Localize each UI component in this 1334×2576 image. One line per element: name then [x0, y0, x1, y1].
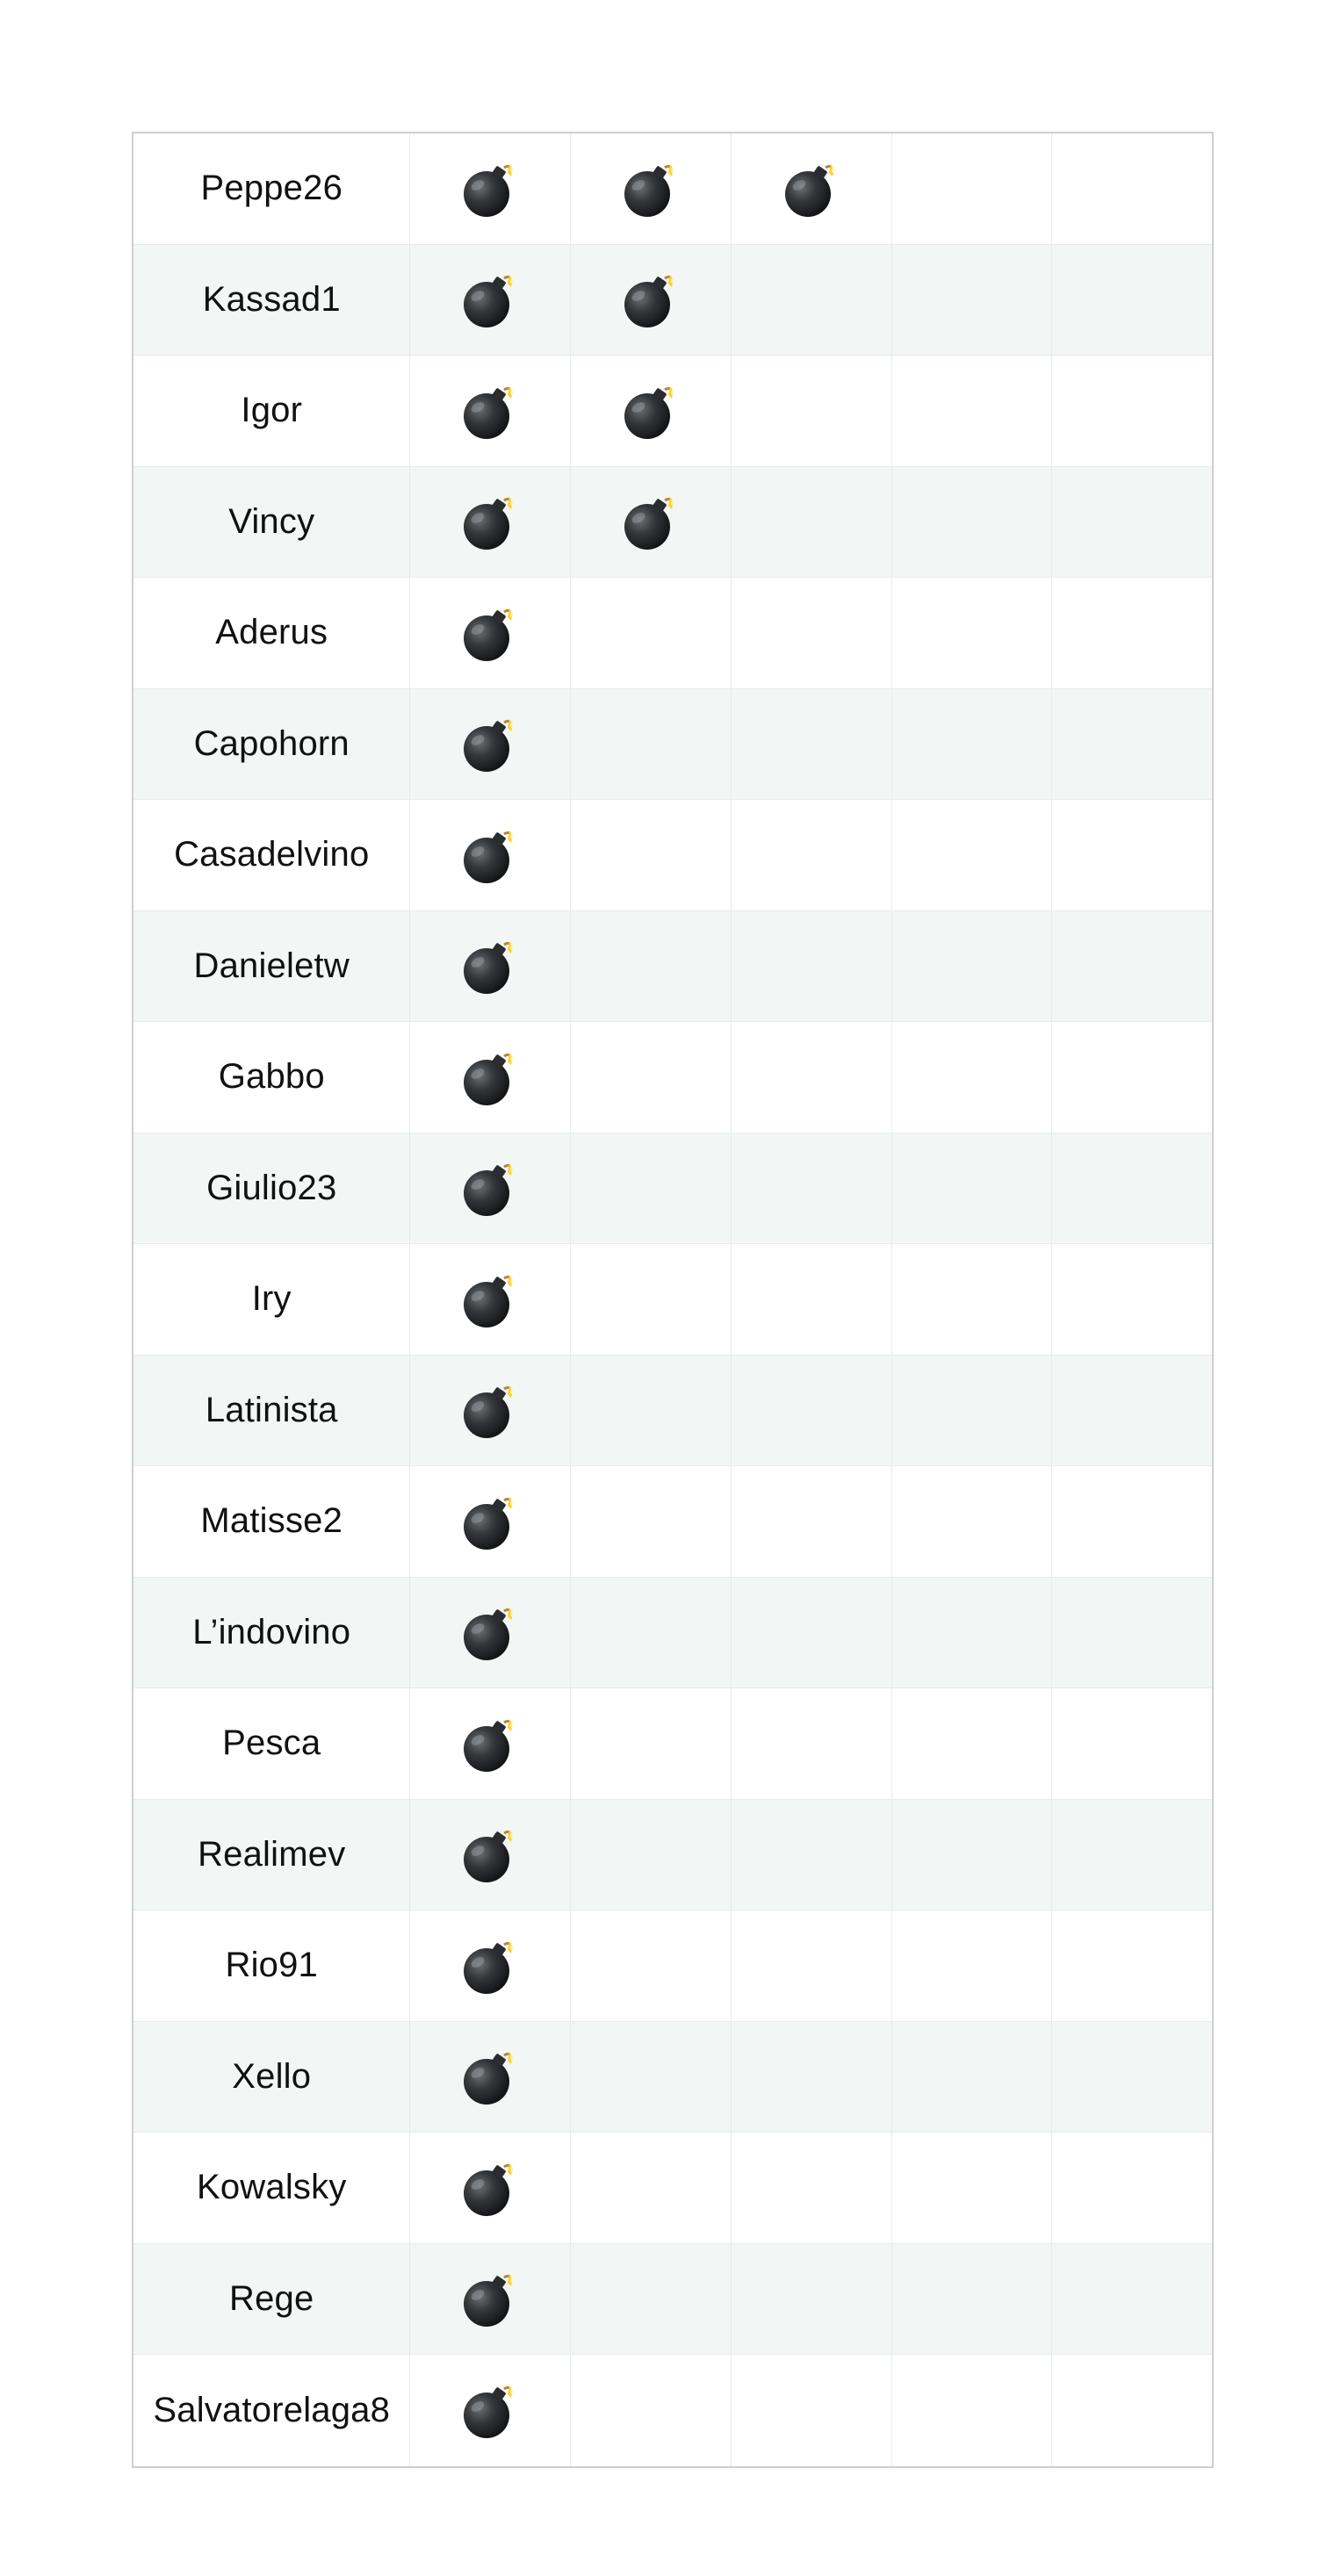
bomb-slot [1052, 133, 1212, 244]
bomb-slot [1052, 800, 1212, 910]
bomb-slot [732, 1910, 892, 2021]
table-row [133, 2133, 1212, 2244]
bomb-slot [1052, 1910, 1212, 2021]
table-row [133, 1356, 1212, 1467]
bomb-slot [1052, 1466, 1212, 1577]
bomb-slot [1052, 1688, 1212, 1799]
table-row [133, 1688, 1212, 1800]
table-row [133, 133, 1212, 245]
bomb-icon [458, 1712, 522, 1775]
table-row [133, 1578, 1212, 1689]
bomb-slot [732, 800, 892, 910]
bomb-slot [1052, 911, 1212, 1022]
bomb-slot [410, 2355, 571, 2466]
bomb-slot [1052, 2244, 1212, 2355]
table-row [133, 689, 1212, 801]
player-name: L’indovino [133, 1578, 410, 1688]
table-row [133, 356, 1212, 467]
bomb-slot [892, 467, 1053, 578]
table-row [133, 1800, 1212, 1911]
bomb-slot [892, 1466, 1053, 1577]
bomb-slot [1052, 1244, 1212, 1355]
bomb-slot [1052, 1356, 1212, 1466]
bomb-slot [410, 1466, 571, 1577]
table-row [133, 2355, 1212, 2466]
player-name: Giulio23 [133, 1133, 410, 1244]
bomb-slot [892, 689, 1053, 800]
bomb-icon [458, 379, 522, 443]
player-name: Kassad1 [133, 245, 410, 356]
bomb-slot [892, 245, 1053, 356]
bomb-icon [619, 157, 682, 220]
bomb-slot [732, 1244, 892, 1355]
player-name: Igor [133, 356, 410, 466]
bomb-slot [892, 2355, 1053, 2466]
bomb-slot [1052, 1578, 1212, 1688]
player-name: Vincy [133, 467, 410, 578]
bomb-icon [458, 2267, 522, 2330]
bomb-slot [732, 1022, 892, 1133]
bomb-icon [458, 1934, 522, 1997]
bomb-slot [571, 1578, 732, 1688]
bomb-slot [571, 911, 732, 1022]
bomb-slot [892, 1022, 1053, 1133]
bomb-slot [1052, 1800, 1212, 1910]
bomb-slot [892, 800, 1053, 910]
bomb-slot [410, 689, 571, 800]
bomb-slot [571, 1800, 732, 1910]
table-row [133, 1133, 1212, 1245]
player-name: Salvatorelaga8 [133, 2355, 410, 2466]
bomb-slot [410, 467, 571, 578]
bomb-slot [571, 2022, 732, 2133]
bomb-icon [458, 157, 522, 220]
player-name: Matisse2 [133, 1466, 410, 1577]
player-name: Casadelvino [133, 800, 410, 910]
bomb-slot [571, 689, 732, 800]
bomb-icon [780, 157, 843, 220]
bomb-slot [1052, 1133, 1212, 1244]
bomb-icon [458, 2378, 522, 2442]
bomb-slot [410, 1022, 571, 1133]
bomb-slot [892, 1244, 1053, 1355]
bomb-slot [410, 800, 571, 910]
table-row [133, 2022, 1212, 2133]
table-row [133, 2244, 1212, 2356]
bomb-icon [458, 1156, 522, 1220]
bomb-icon [619, 490, 682, 553]
bomb-icon [458, 601, 522, 665]
table-row [133, 1244, 1212, 1356]
bomb-slot [571, 467, 732, 578]
bomb-slot [892, 133, 1053, 244]
bomb-slot [892, 1800, 1053, 1910]
player-name: Rio91 [133, 1910, 410, 2021]
player-name: Gabbo [133, 1022, 410, 1133]
table-row [133, 800, 1212, 911]
bomb-icon [458, 1823, 522, 1886]
bomb-slot [571, 1133, 732, 1244]
bomb-slot [1052, 1022, 1212, 1133]
bomb-slot [571, 245, 732, 356]
bomb-slot [571, 1910, 732, 2021]
bomb-icon [458, 2156, 522, 2220]
bomb-icon [619, 379, 682, 443]
bomb-slot [1052, 2355, 1212, 2466]
bomb-slot [732, 1688, 892, 1799]
bomb-slot [732, 1466, 892, 1577]
bomb-icon [458, 1046, 522, 1109]
bomb-slot [892, 356, 1053, 466]
bomb-slot [732, 689, 892, 800]
bomb-slot [1052, 356, 1212, 466]
bomb-slot [410, 1800, 571, 1910]
bomb-slot [732, 1578, 892, 1688]
bomb-slot [410, 2244, 571, 2355]
bomb-slot [732, 2244, 892, 2355]
bomb-slot [892, 1688, 1053, 1799]
bomb-slot [732, 2355, 892, 2466]
bomb-icon [458, 824, 522, 887]
bomb-slot [732, 1356, 892, 1466]
bomb-slot [410, 1910, 571, 2021]
bomb-slot [732, 2022, 892, 2133]
bomb-slot [732, 1800, 892, 1910]
player-name: Rege [133, 2244, 410, 2355]
bomb-icon [458, 2045, 522, 2108]
bomb-slot [892, 1578, 1053, 1688]
table-row [133, 1466, 1212, 1578]
bomb-slot [571, 1022, 732, 1133]
bomb-slot [410, 356, 571, 466]
bomb-slot [571, 1356, 732, 1466]
table-row [133, 1022, 1212, 1133]
bomb-icon [458, 268, 522, 331]
bomb-icon [458, 1378, 522, 1442]
bomb-slot [410, 133, 571, 244]
bomb-slot [892, 2133, 1053, 2243]
bomb-slot [892, 578, 1053, 688]
bomb-slot [892, 1356, 1053, 1466]
bomb-icon [458, 490, 522, 553]
bomb-slot [410, 1356, 571, 1466]
bomb-slot [732, 467, 892, 578]
bomb-slot [1052, 2133, 1212, 2243]
bomb-slot [410, 1688, 571, 1799]
bomb-slot [410, 1133, 571, 1244]
bomb-slot [571, 2244, 732, 2355]
bomb-slot [892, 911, 1053, 1022]
player-name: Danieletw [133, 911, 410, 1022]
bomb-slot [571, 2133, 732, 2243]
bomb-icon [619, 268, 682, 331]
bomb-slot [1052, 467, 1212, 578]
bomb-icon [458, 712, 522, 775]
bomb-icon [458, 1601, 522, 1664]
bomb-slot [732, 2133, 892, 2243]
bomb-icon [458, 1490, 522, 1553]
bomb-slot [571, 578, 732, 688]
bomb-slot [571, 356, 732, 466]
scoreboard-table [132, 132, 1214, 2468]
bomb-slot [1052, 2022, 1212, 2133]
bomb-slot [410, 1244, 571, 1355]
bomb-slot [571, 1466, 732, 1577]
bomb-slot [410, 911, 571, 1022]
bomb-slot [732, 133, 892, 244]
table-row [133, 911, 1212, 1023]
table-row [133, 578, 1212, 689]
player-name: Kowalsky [133, 2133, 410, 2243]
bomb-slot [732, 578, 892, 688]
bomb-slot [410, 1578, 571, 1688]
table-row [133, 245, 1212, 356]
player-name: Latinista [133, 1356, 410, 1466]
player-name: Capohorn [133, 689, 410, 800]
bomb-slot [892, 1910, 1053, 2021]
bomb-slot [571, 133, 732, 244]
bomb-slot [732, 911, 892, 1022]
bomb-slot [571, 800, 732, 910]
bomb-slot [410, 578, 571, 688]
bomb-slot [410, 245, 571, 356]
bomb-slot [571, 1244, 732, 1355]
player-name: Realimev [133, 1800, 410, 1910]
bomb-slot [571, 2355, 732, 2466]
player-name: Peppe26 [133, 133, 410, 244]
bomb-slot [1052, 578, 1212, 688]
player-name: Iry [133, 1244, 410, 1355]
bomb-slot [732, 1133, 892, 1244]
bomb-slot [571, 1688, 732, 1799]
bomb-slot [410, 2022, 571, 2133]
bomb-slot [732, 356, 892, 466]
table-row [133, 467, 1212, 579]
bomb-slot [892, 1133, 1053, 1244]
bomb-icon [458, 934, 522, 997]
bomb-slot [732, 245, 892, 356]
player-name: Pesca [133, 1688, 410, 1799]
player-name: Aderus [133, 578, 410, 688]
player-name: Xello [133, 2022, 410, 2133]
bomb-slot [1052, 689, 1212, 800]
bomb-slot [892, 2022, 1053, 2133]
bomb-slot [892, 2244, 1053, 2355]
bomb-slot [1052, 245, 1212, 356]
bomb-slot [410, 2133, 571, 2243]
table-row [133, 1910, 1212, 2022]
bomb-icon [458, 1268, 522, 1331]
